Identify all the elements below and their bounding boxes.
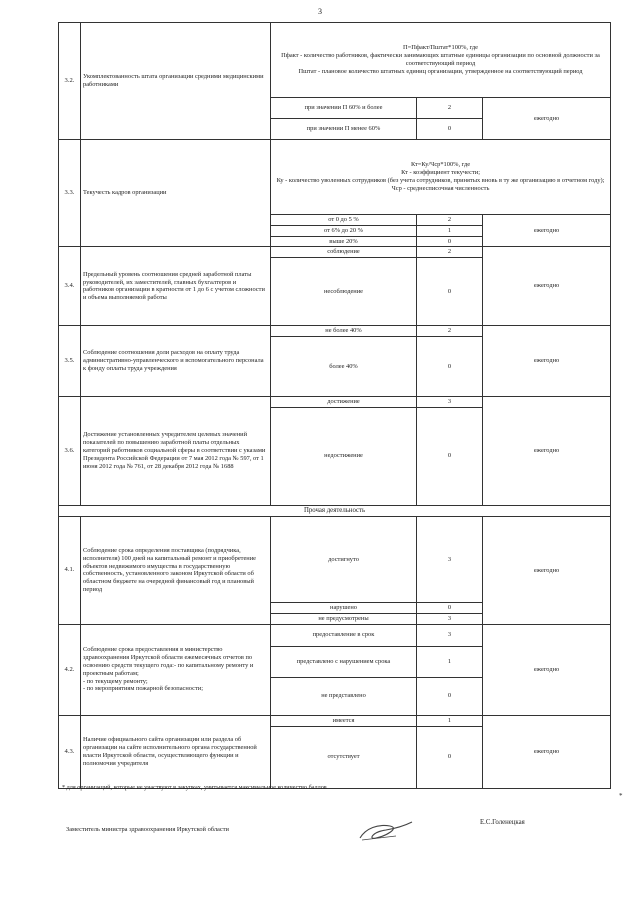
score-cell: 0: [417, 603, 483, 614]
condition-cell: от 6% до 20 %: [271, 225, 417, 236]
score-cell: 2: [417, 215, 483, 226]
score-cell: 2: [417, 98, 483, 119]
condition-cell: представлено с нарушением срока: [271, 646, 417, 677]
condition-cell: не предусмотрены: [271, 613, 417, 624]
score-cell: 0: [417, 407, 483, 505]
period-cell: ежегодно: [483, 98, 611, 140]
formula-line: П=Пфакт/Пштат*100%, где: [403, 44, 478, 52]
period-cell: ежегодно: [483, 326, 611, 397]
row-number: 3.2.: [59, 23, 81, 140]
score-cell: 0: [417, 236, 483, 247]
score-cell: 0: [417, 726, 483, 788]
condition-cell: достижение: [271, 397, 417, 408]
row-number: 3.3.: [59, 140, 81, 247]
formula-line: Кт=Ку/Чср*100%, где: [411, 161, 471, 169]
row-number: 3.4.: [59, 247, 81, 326]
formula-cell: [271, 140, 611, 215]
criterion-text: Укомплектованность штата организации средними медицинскими работниками: [81, 23, 271, 140]
condition-cell: при значении П 60% и более: [271, 98, 417, 119]
condition-cell: недостижение: [271, 407, 417, 505]
condition-cell: нарушено: [271, 603, 417, 614]
period-cell: ежегодно: [483, 215, 611, 247]
signatory-name: Е.С.Голенецкая: [480, 819, 525, 826]
criterion-text: Наличие официального сайта организации или раздела об организации на сайте исполнительного органа государственной власти Иркутской области, осуществляющего функции и полномочия учредителя: [81, 715, 271, 788]
condition-cell: при значении П менее 60%: [271, 119, 417, 140]
signatory-position: Заместитель министра здравоохранения Иркутской области: [66, 826, 229, 833]
footnote: * для организаций, которые не участвуют в закупках, учитывается максимальное количество баллов: [62, 784, 327, 791]
condition-cell: предоставление в срок: [271, 624, 417, 646]
condition-cell: соблюдение: [271, 247, 417, 258]
row-number: 4.3.: [59, 715, 81, 788]
criterion-text: Текучесть кадров организации: [81, 140, 271, 247]
score-cell: 2: [417, 247, 483, 258]
period-cell: ежегодно: [483, 624, 611, 715]
criterion-text: Достижение установленных учредителем целевых значений показателей по повышению заработной платы отдельных категорий работников социальной сферы в соответствии с указами Президента Российской Федерации от 7 мая 2012 года № 597, от 1 июня 2012 года № 761, от 28 декабря 2012 года № 1688: [81, 397, 271, 506]
score-cell: 0: [417, 677, 483, 715]
section-title: Прочая деятельность: [59, 505, 611, 516]
formula-cell: [271, 23, 611, 98]
page-number: 3: [318, 7, 322, 16]
score-cell: 2: [417, 326, 483, 337]
score-cell: 1: [417, 715, 483, 726]
formula-line: Кт - коэффициент текучести;: [401, 169, 480, 177]
margin-mark: *: [619, 792, 623, 800]
period-cell: ежегодно: [483, 715, 611, 788]
criterion-text: Соблюдение срока определения поставщика (подрядчика, исполнителя) 100 дней на капитальный ремонт и приобретение объектов недвижимого имущества в государственную собственность, установленного законом Иркутской области об областном бюджете на очередной финансовый год и плановый период: [81, 517, 271, 625]
score-cell: 3: [417, 613, 483, 624]
signature-mark: [356, 818, 416, 844]
score-cell: 3: [417, 397, 483, 408]
period-cell: ежегодно: [483, 397, 611, 506]
score-cell: 3: [417, 624, 483, 646]
score-cell: 0: [417, 258, 483, 326]
row-number: 4.2.: [59, 624, 81, 715]
condition-cell: выше 20%: [271, 236, 417, 247]
condition-cell: от 0 до 5 %: [271, 215, 417, 226]
criterion-text: Соблюдение соотношения доли расходов на оплату труда административно-управленческого и вспомогательного персонала к фонду оплаты труда учреждения: [81, 326, 271, 397]
formula-line: Чср - среднесписочная численность: [391, 184, 490, 192]
row-number: 3.5.: [59, 326, 81, 397]
period-cell: ежегодно: [483, 247, 611, 326]
period-cell: ежегодно: [483, 517, 611, 625]
criterion-text: Соблюдение срока предоставления в министерство здравоохранения Иркутской области ежемесячных отчетов по освоению средств текущего года:- по капитальному ремонту и проектным работам; - по текущему ремонту; - по мероприятиям пожарной безопасности;: [81, 624, 271, 715]
condition-cell: имеется: [271, 715, 417, 726]
condition-cell: не более 40%: [271, 326, 417, 337]
score-cell: 0: [417, 337, 483, 397]
row-number: 4.1.: [59, 517, 81, 625]
score-cell: 1: [417, 646, 483, 677]
condition-cell: отсутствует: [271, 726, 417, 788]
formula-line: Пштат - плановое количество штатных единиц организации, утвержденное на соответствующий период: [298, 67, 583, 75]
condition-cell: не представлено: [271, 677, 417, 715]
condition-cell: достигнуто: [271, 517, 417, 603]
row-number: 3.6.: [59, 397, 81, 506]
criterion-text: Предельный уровень соотношения средней заработной платы руководителей, их заместителей, главных бухгалтеров и работников организации в кратности от 1 до 6 с учетом сложности и объема выполняемой работы: [81, 247, 271, 326]
formula-line: Ку - количество уволенных сотрудников (без учета сотрудников, принятых вновь в ту же организацию в отчетном году);: [276, 177, 605, 184]
condition-cell: несоблюдение: [271, 258, 417, 326]
condition-cell: более 40%: [271, 337, 417, 397]
score-cell: 1: [417, 225, 483, 236]
score-cell: 0: [417, 119, 483, 140]
formula-line: Пфакт - количество работников, фактически занимающих штатные единицы организации по основной должности за соответствующий период: [281, 52, 600, 67]
criteria-table: [58, 22, 611, 789]
score-cell: 3: [417, 517, 483, 603]
